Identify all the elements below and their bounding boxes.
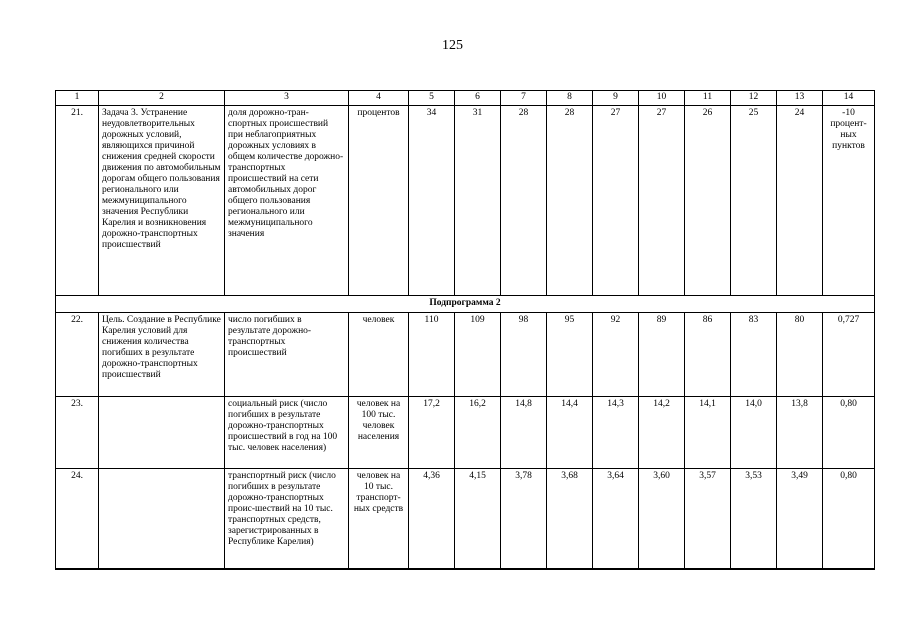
value-cell: 14,0: [731, 397, 777, 469]
value-cell: 89: [639, 313, 685, 397]
value-cell: 16,2: [455, 397, 501, 469]
value-cell: 92: [593, 313, 639, 397]
header-cell: 14: [823, 91, 875, 106]
value-cell: 14,2: [639, 397, 685, 469]
indicator-cell: социальный риск (число погибших в результате дорожно-транспортных происшествий в год на 100 тыс. человек населения): [225, 397, 349, 469]
row-number: 24.: [56, 469, 99, 569]
value-cell: 14,4: [547, 397, 593, 469]
value-cell: 109: [455, 313, 501, 397]
header-cell: 10: [639, 91, 685, 106]
value-cell: 31: [455, 106, 501, 296]
row-number: 21.: [56, 106, 99, 296]
value-cell: 25: [731, 106, 777, 296]
value-cell: 4,36: [409, 469, 455, 569]
header-row: [56, 91, 875, 106]
value-cell: 17,2: [409, 397, 455, 469]
header-cell: 5: [409, 91, 455, 106]
task-cell: Цель. Создание в Республике Карелия условий для снижения количества погибших в результате дорожно-транспортных происшествий: [99, 313, 225, 397]
value-cell: 14,3: [593, 397, 639, 469]
unit-cell: человек на 10 тыс. транспорт-ных средств: [349, 469, 409, 569]
header-cell: 8: [547, 91, 593, 106]
indicator-cell: число погибших в результате дорожно-транспортных происшествий: [225, 313, 349, 397]
header-cell: 6: [455, 91, 501, 106]
value-cell: 14,8: [501, 397, 547, 469]
value-cell: 3,57: [685, 469, 731, 569]
header-cell: 4: [349, 91, 409, 106]
header-cell: 11: [685, 91, 731, 106]
table-row: [56, 313, 875, 397]
task-cell: [99, 469, 225, 569]
header-cell: 3: [225, 91, 349, 106]
header-cell: 1: [56, 91, 99, 106]
value-cell: 26: [685, 106, 731, 296]
page-number: 125: [442, 38, 463, 53]
value-cell: 27: [639, 106, 685, 296]
header-cell: 7: [501, 91, 547, 106]
value-cell: 86: [685, 313, 731, 397]
value-cell: 110: [409, 313, 455, 397]
value-cell: 14,1: [685, 397, 731, 469]
value-cell: 3,60: [639, 469, 685, 569]
value-cell: 98: [501, 313, 547, 397]
indicators-table: [55, 90, 875, 570]
target-cell: 0,80: [823, 397, 875, 469]
value-cell: 3,53: [731, 469, 777, 569]
table-row: [56, 469, 875, 569]
subprogram-row: [56, 296, 875, 313]
subprogram-title: Подпрограмма 2: [56, 296, 875, 313]
task-cell: Задача 3. Устранение неудовлетворительных дорожных условий, являющихся причиной снижения средней скорости движения по автомобильным дорогам общего пользования регионального или межмуниципального значения Республики Карелия и возникновения дорожно-транспортных происшествий: [99, 106, 225, 296]
header-cell: 12: [731, 91, 777, 106]
target-cell: -10 процент-ных пунктов: [823, 106, 875, 296]
value-cell: 3,68: [547, 469, 593, 569]
value-cell: 3,64: [593, 469, 639, 569]
value-cell: 4,15: [455, 469, 501, 569]
value-cell: 80: [777, 313, 823, 397]
value-cell: 34: [409, 106, 455, 296]
unit-cell: человек на 100 тыс. человек населения: [349, 397, 409, 469]
value-cell: 13,8: [777, 397, 823, 469]
row-number: 23.: [56, 397, 99, 469]
value-cell: 28: [501, 106, 547, 296]
value-cell: 24: [777, 106, 823, 296]
header-cell: 9: [593, 91, 639, 106]
target-cell: 0,80: [823, 469, 875, 569]
table-row: [56, 106, 875, 296]
target-cell: 0,727: [823, 313, 875, 397]
value-cell: 28: [547, 106, 593, 296]
indicator-cell: доля дорожно-тран-спортных происшествий при неблагоприятных дорожных условиях в общем количестве дорожно-транспортных происшествий на сети автомобильных дорог общего пользования регионального или межмуниципального значения: [225, 106, 349, 296]
header-cell: 13: [777, 91, 823, 106]
indicator-cell: транспортный риск (число погибших в результате дорожно-транспортных проис-шествий на 10 тыс. транспортных средств, зарегистрированных в Республике Карелия): [225, 469, 349, 569]
value-cell: 83: [731, 313, 777, 397]
header-cell: 2: [99, 91, 225, 106]
value-cell: 27: [593, 106, 639, 296]
value-cell: 3,78: [501, 469, 547, 569]
value-cell: 3,49: [777, 469, 823, 569]
table-row: [56, 397, 875, 469]
row-number: 22.: [56, 313, 99, 397]
unit-cell: человек: [349, 313, 409, 397]
task-cell: [99, 397, 225, 469]
value-cell: 95: [547, 313, 593, 397]
unit-cell: процентов: [349, 106, 409, 296]
